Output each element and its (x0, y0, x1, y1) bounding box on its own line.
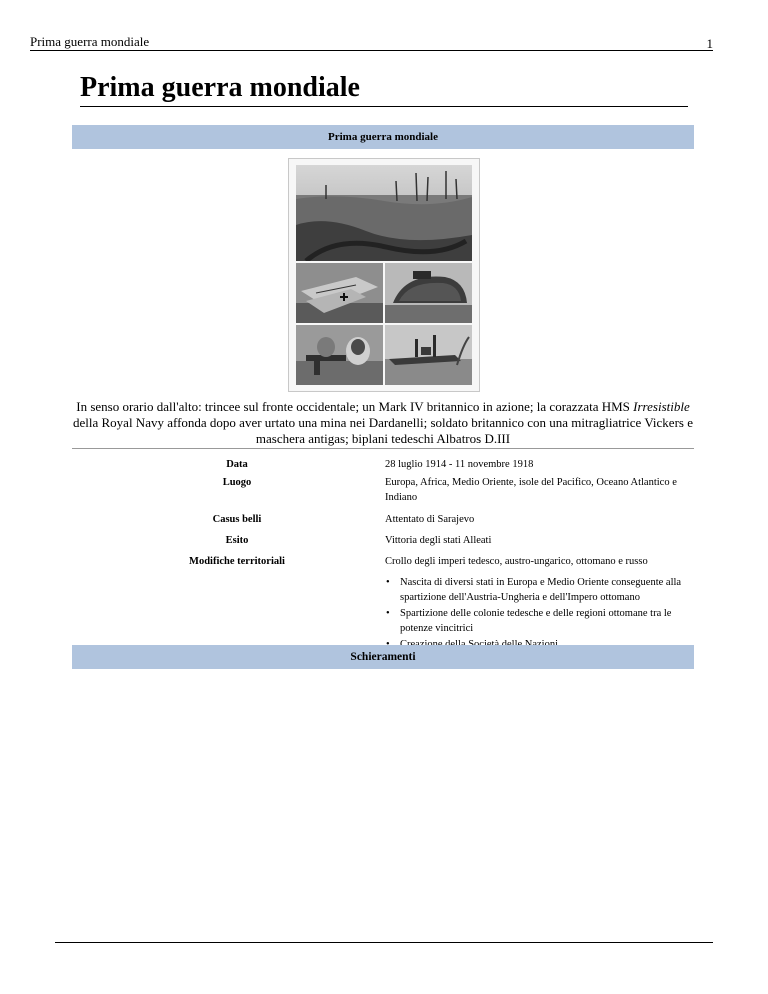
tank-photo (385, 263, 472, 323)
section-header-schieramenti: Schieramenti (72, 645, 694, 669)
infobox-header: Prima guerra mondiale (72, 125, 694, 149)
row-value[interactable]: Crollo degli imperi tedesco, austro-ungarico, ottomano e russo (385, 556, 648, 567)
row-label: Casus belli (212, 514, 262, 525)
list-item-text[interactable]: Nascita di diversi stati in Europa e Medio Oriente conseguente alla spartizione dell'Austria-Ungheria e dell'Impero ottomano (400, 577, 682, 603)
bullet-icon: • (386, 577, 390, 588)
row-value[interactable]: Vittoria degli stati Alleati (385, 535, 492, 546)
row-value-block (385, 554, 685, 653)
trench-photo (296, 165, 472, 261)
machine-gun-soldier-photo (296, 325, 383, 385)
biplane-wreck-photo (296, 263, 383, 323)
battleship-photo (385, 325, 472, 385)
infobox-divider (72, 448, 694, 449)
caption-text-1: In senso orario dall'alto: trincee sul fronte occidentale; un Mark IV britannico in azione; la corazzata HMS (76, 399, 634, 414)
infobox-image[interactable] (288, 158, 480, 392)
territorial-changes-list (385, 575, 685, 652)
bullet-icon: • (386, 608, 390, 619)
caption-ship-name: Irresistible (633, 399, 690, 414)
list-item-text[interactable]: Spartizione delle colonie tedesche e delle regioni ottomane tra le potenze vincitrici (400, 608, 672, 634)
row-label: Modifiche territoriali (189, 556, 285, 567)
row-label: Data (226, 459, 248, 470)
list-item (385, 606, 685, 636)
running-header (30, 34, 713, 51)
page-number: 1 (706, 36, 713, 51)
row-value[interactable]: Attentato di Sarajevo (385, 514, 475, 525)
row-label: Luogo (222, 477, 252, 488)
list-item (385, 575, 685, 605)
footer-divider (55, 942, 713, 943)
row-value[interactable]: 28 luglio 1914 - 11 novembre 1918 (385, 459, 534, 470)
row-value[interactable]: Europa, Africa, Medio Oriente, isole del Pacifico, Oceano Atlantico e Indiano (385, 477, 677, 503)
page-title: Prima guerra mondiale (80, 72, 688, 107)
running-title: Prima guerra mondiale (30, 34, 150, 49)
image-caption (72, 399, 694, 447)
caption-text-2: della Royal Navy affonda dopo aver urtato una mina nei Dardanelli; soldato britannico con una mitragliatrice Vickers e maschera antigas; biplani tedeschi Albatros D.III (72, 415, 693, 446)
row-label: Esito (225, 535, 249, 546)
